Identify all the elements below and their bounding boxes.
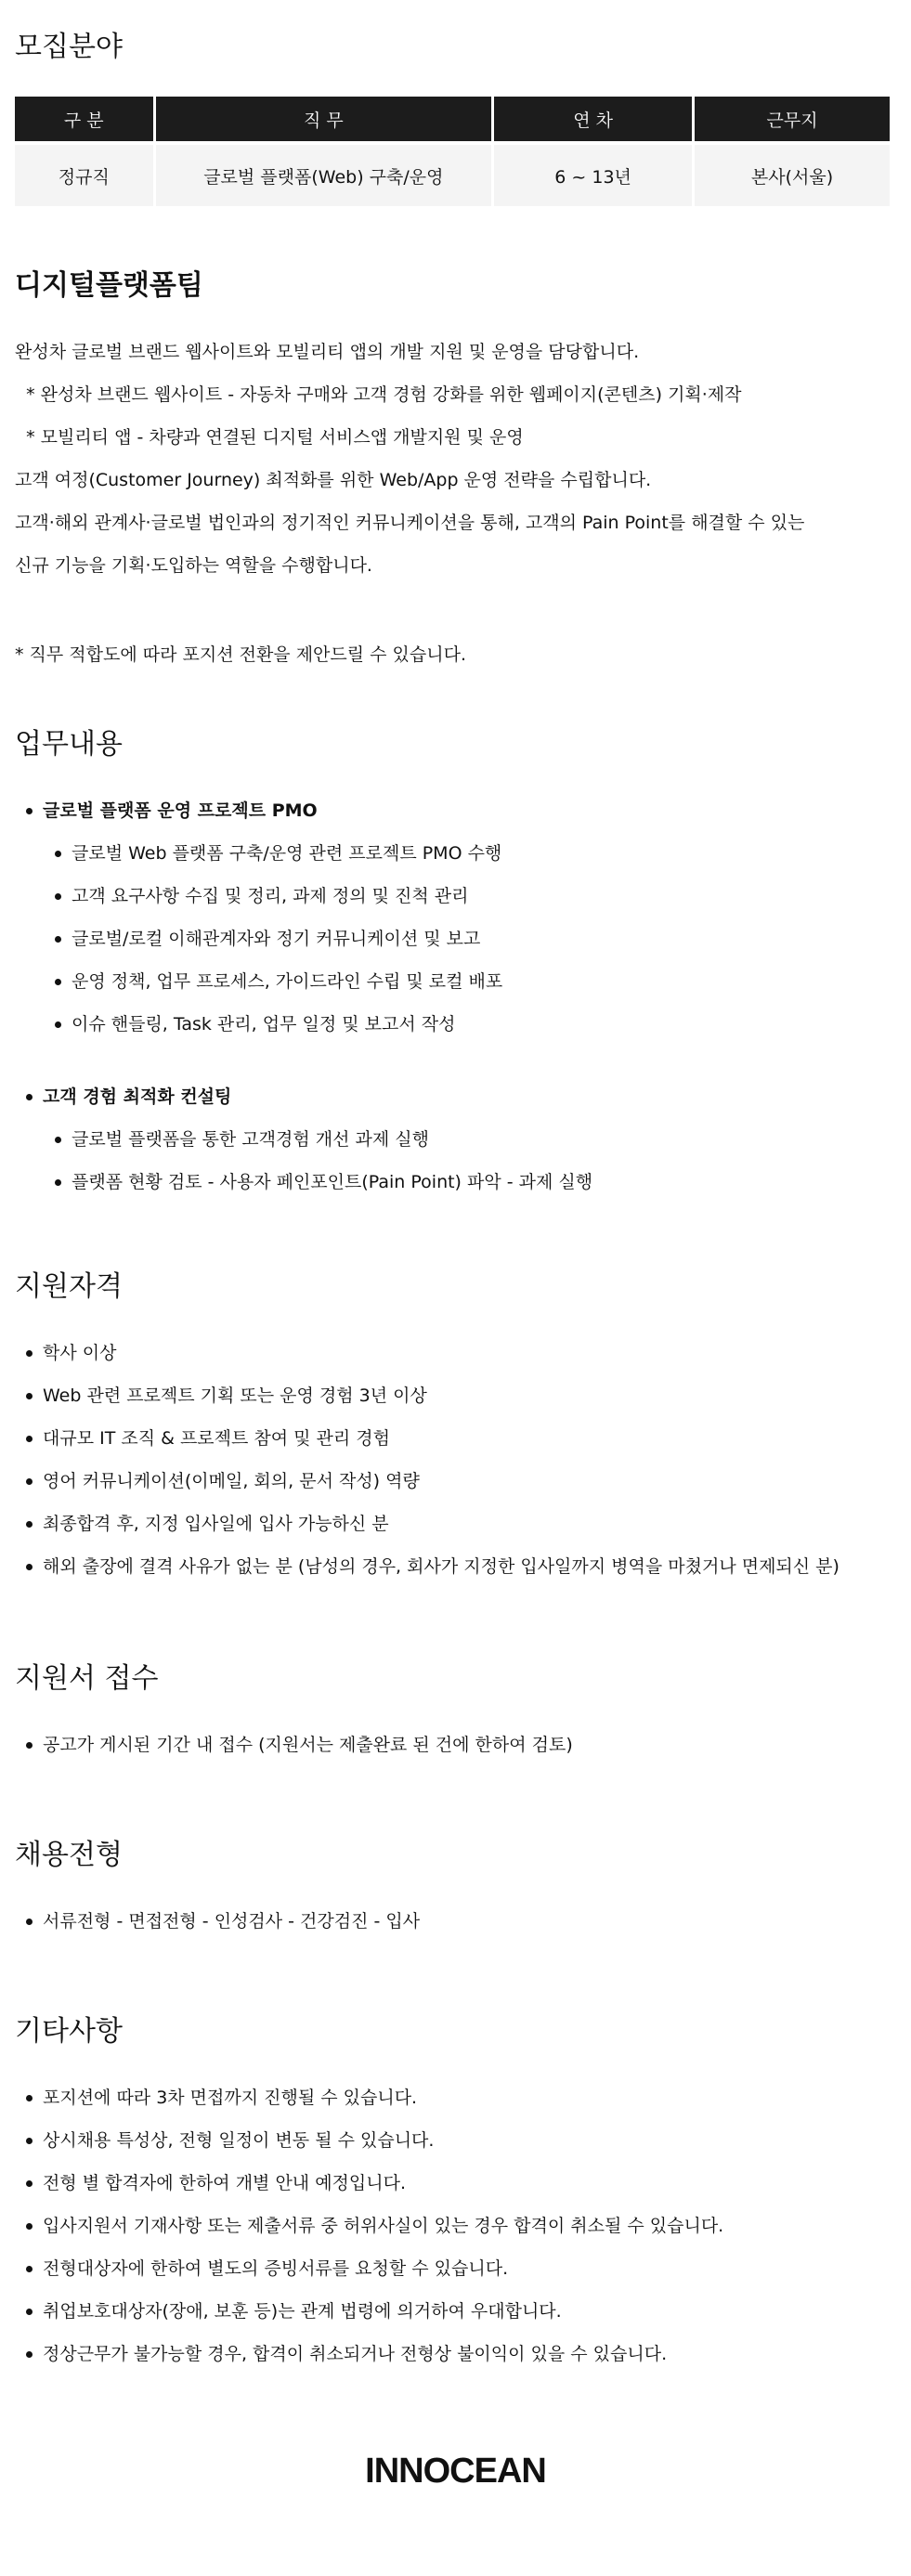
duty-subitems [15, 832, 896, 1046]
duty-group [15, 1075, 896, 1118]
table-header-row [15, 97, 890, 141]
list-item: 대규모 IT 조직 & 프로젝트 참여 및 관리 경험 [15, 1417, 896, 1460]
process-list [15, 1900, 896, 1943]
table-header-cell: 구 분 [15, 97, 153, 141]
table-cell: 본사(서울) [695, 141, 890, 206]
duties-list-2 [15, 1075, 896, 1203]
process-title: 채용전형 [15, 1839, 123, 1871]
list-item: 서류전형 - 면접전형 - 인성검사 - 건강검진 - 입사 [15, 1900, 896, 1943]
table-cell: 글로벌 플랫폼(Web) 구축/운영 [156, 141, 492, 206]
duty-group [15, 789, 896, 832]
list-item: 영어 커뮤니케이션(이메일, 회의, 문서 작성) 역량 [15, 1460, 896, 1503]
list-item: 이슈 핸들링, Task 관리, 업무 일정 및 보고서 작성 [15, 1003, 896, 1046]
list-item: 정상근무가 불가능할 경우, 합격이 취소되거나 전형상 불이익이 있을 수 있습니다. [15, 2333, 896, 2375]
list-item: 플랫폼 현황 검토 - 사용자 페인포인트(Pain Point) 파악 - 과제 실행 [15, 1161, 896, 1203]
list-item: 전형대상자에 한하여 별도의 증빙서류를 요청할 수 있습니다. [15, 2247, 896, 2290]
qualifications-list [15, 1332, 896, 1588]
list-item: 글로벌 플랫폼을 통한 고객경험 개선 과제 실행 [15, 1118, 896, 1161]
team-line: 고객·해외 관계사·글로벌 법인과의 정기적인 커뮤니케이션을 통해, 고객의 Pain Point를 해결할 수 있는 [15, 513, 805, 533]
list-item: 입사지원서 기재사항 또는 제출서류 중 허위사실이 있는 경우 합격이 취소될 수 있습니다. [15, 2205, 896, 2247]
table-header-cell: 연 차 [494, 97, 692, 141]
team-line: 신규 기능을 기획·도입하는 역할을 수행합니다. [15, 555, 372, 576]
recruit-title: 모집분야 [15, 31, 123, 63]
team-line: 완성차 글로벌 브랜드 웹사이트와 모빌리티 앱의 개발 지원 및 운영을 담당합니다. [15, 342, 640, 362]
list-item: 공고가 게시된 기간 내 접수 (지원서는 제출완료 된 건에 한하여 검토) [15, 1724, 896, 1766]
qualifications-title: 지원자격 [15, 1270, 123, 1303]
team-line: * 완성차 브랜드 웹사이트 - 자동차 구매와 고객 경험 강화를 위한 웹페이지(콘텐츠) 기획·제작 [15, 384, 742, 405]
innocean-logo: INNOCEAN [365, 2452, 546, 2491]
duty-subitems [15, 1118, 896, 1203]
list-item: 고객 요구사항 수집 및 정리, 과제 정의 및 진척 관리 [15, 875, 896, 917]
duties-title: 업무내용 [15, 728, 123, 761]
application-title: 지원서 접수 [15, 1662, 159, 1695]
team-note: * 직무 적합도에 따라 포지션 전환을 제안드릴 수 있습니다. [15, 644, 466, 665]
duty-group-label: 고객 경험 최적화 컨설팅 [43, 1086, 232, 1107]
list-item: 해외 출장에 결격 사유가 없는 분 (남성의 경우, 회사가 지정한 입사일까지 병역을 마쳤거나 면제되신 분) [15, 1545, 896, 1588]
team-line: 고객 여정(Customer Journey) 최적화를 위한 Web/App 운영 전략을 수립합니다. [15, 470, 652, 490]
list-item: 전형 별 합격자에 한하여 개별 안내 예정입니다. [15, 2162, 896, 2205]
duty-group-label: 글로벌 플랫폼 운영 프로젝트 PMO [43, 800, 318, 821]
list-item: 글로벌/로컬 이해관계자와 정기 커뮤니케이션 및 보고 [15, 917, 896, 960]
table-cell: 6 ~ 13년 [494, 141, 692, 206]
list-item: 운영 정책, 업무 프로세스, 가이드라인 수립 및 로컬 배포 [15, 960, 896, 1003]
team-description [15, 331, 896, 587]
recruit-table [12, 97, 892, 206]
list-item: 상시채용 특성상, 전형 일정이 변동 될 수 있습니다. [15, 2119, 896, 2162]
team-line: * 모빌리티 앱 - 차량과 연결된 디지털 서비스앱 개발지원 및 운영 [15, 427, 524, 448]
list-item: Web 관련 프로젝트 기획 또는 운영 경험 3년 이상 [15, 1374, 896, 1417]
duties-list [15, 789, 896, 1046]
list-item: 포지션에 따라 3차 면접까지 진행될 수 있습니다. [15, 2076, 896, 2119]
table-row [15, 141, 890, 206]
list-item: 최종합격 후, 지정 입사일에 입사 가능하신 분 [15, 1503, 896, 1545]
table-cell: 정규직 [15, 141, 153, 206]
team-title: 디지털플랫폼팀 [15, 269, 203, 302]
table-header-cell: 근무지 [695, 97, 890, 141]
list-item: 글로벌 Web 플랫폼 구축/운영 관련 프로젝트 PMO 수행 [15, 832, 896, 875]
etc-list [15, 2076, 896, 2375]
list-item: 취업보호대상자(장애, 보훈 등)는 관계 법령에 의거하여 우대합니다. [15, 2290, 896, 2333]
list-item: 학사 이상 [15, 1332, 896, 1374]
table-header-cell: 직 무 [156, 97, 492, 141]
application-list [15, 1724, 896, 1766]
etc-title: 기타사항 [15, 2015, 123, 2048]
